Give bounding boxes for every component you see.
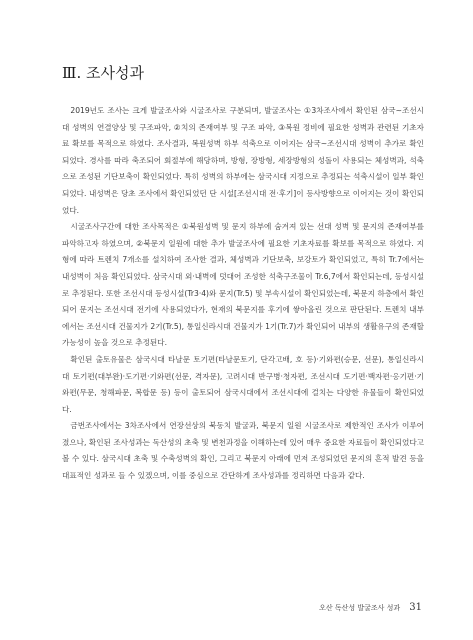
- paragraph: 확인된 출토유물은 삼국시대 타날문 토기편(타날문토기, 단각고배, 호 등)·기와편(승문, 선문), 통일신라시대 토기편(대부완)·도기편·기와편(선문, 격자문), 고려시대 반구병·청자편, 조선시대 도기편·백자편·옹기편·기와편(무문, 청해파문, 복합문 등) 등이 출토되어 삼국시대에서 조선시대에 걸치는 다양한 유물들이 확인되었다.: [62, 354, 424, 414]
- section-heading: Ⅲ. 조사성과: [62, 64, 144, 82]
- running-title: 오산 독산성 발굴조사 성과: [319, 604, 401, 612]
- paragraph: 시굴조사구간에 대한 조사목적은 ①북원성벽 및 문지 하부에 숨겨져 있는 선대 성벽 및 문지의 존재여부를 파악하고자 하였으며, ②북문지 일원에 대한 추가 발굴조사에 필요한 기초자료를 확보를 목적으로 하였다. 지형에 따라 트렌치 7개소를 설치하여 조사한 결과, 체성벽과 기단보축, 보강토가 확인되었고, 특히 Tr.7에서는 내성벽이 처음 확인되었다. 삼국시대 외·내벽에 덧대어 조성한 석축구조물이 Tr.6,7에서 확인되는데, 등성시설로 추정된다. 또한 조선시대 등성시설(Tr3·4)와 문지(Tr.5) 및 부속시설이 확인되었는데, 북문지 하층에서 확인되어 문지는 조선시대 전기에 사용되었다가, 현재의 북문지를 후기에 쌓아올린 것으로 판단된다. 트렌치 내부에서는 조선시대 건물지가 2기(Tr.5), 통일신라시대 건물지가 1기(Tr.7)가 확인되어 내부의 생활유구의 존재할 가능성이 높을 것으로 추정된다.: [62, 222, 424, 348]
- paragraph: 2019년도 조사는 크게 발굴조사와 시굴조사로 구분되며, 발굴조사는 ①3차조사에서 확인된 삼국~조선시대 성벽의 연결양상 및 구조파악, ②치의 존재여부 및 구조 파악, ③복원 정비에 필요한 성벽과 관련된 기초자료 확보를 목적으로 하였다. 조사결과, 복원성벽 하부 석축으로 이어지는 삼국~조선시대 성벽이 추가로 확인되었다. 경사를 따라 축조되어 회절부에 해당하며, 방형, 장방형, 세장방형의 성돌이 사용되는 체성벽과, 석축으로 조성된 기단보축이 확인되었다. 특히 성벽의 하부에는 삼국시대 지정으로 추정되는 석축시설이 일부 확인되었다. 내성벽은 당초 조사에서 확인되었던 단 시설[조선시대 전·후기]이 등사방향으로 이어지는 것이 확인되었다.: [62, 106, 424, 215]
- page-number: 31: [409, 602, 422, 613]
- page-footer: [319, 595, 422, 614]
- body-text: [62, 103, 424, 485]
- paragraph: 금번조사에서는 3차조사에서 연장선상의 북동치 발굴과, 북문지 일원 시굴조사로 제한적인 조사가 이루어졌으나, 확인된 조사성과는 독산성의 초축 및 변천과정을 이해하는데 있어 매우 중요한 자료들이 확인되었다고 볼 수 있다. 삼국시대 초축 및 수축성벽의 확인, 그리고 북문지 아래에 먼저 조성되었던 문지의 흔적 발견 등을 대표적인 성과로 들 수 있겠으며, 이를 중심으로 간단하게 조사성과를 정리하면 다음과 같다.: [62, 421, 424, 481]
